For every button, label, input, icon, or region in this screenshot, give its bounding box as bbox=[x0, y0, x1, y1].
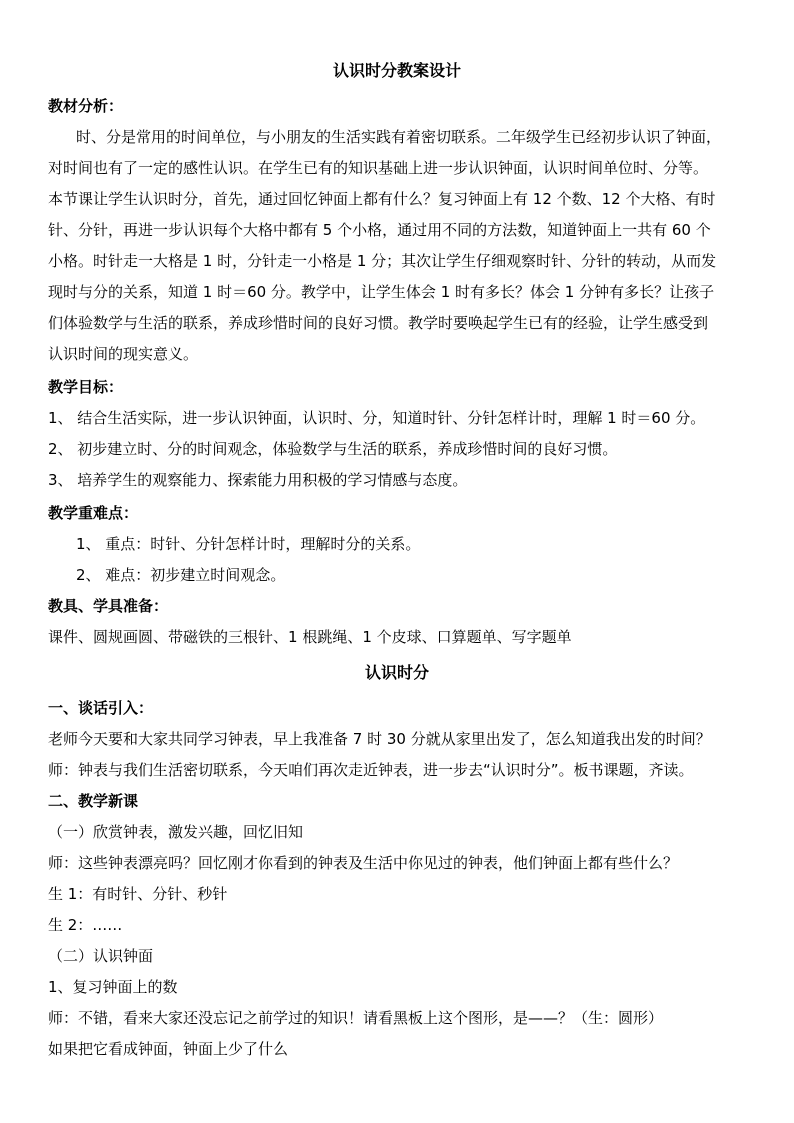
lesson-subtitle: 认识时分 bbox=[364, 663, 429, 682]
paragraph-line: 对时间也有了一定的感性认识。在学生已有的知识基础上进一步认识钟面，认识时间单位时、分等。 bbox=[48, 159, 709, 177]
heading-teaching-goals: 教学目标： bbox=[48, 378, 124, 396]
paragraph-line: （二）认识钟面 bbox=[48, 947, 154, 965]
paragraph-line: 1、复习钟面上的数 bbox=[48, 978, 178, 996]
goal-item: 3、 培养学生的观察能力、探索能力用积极的学习情感与态度。 bbox=[48, 471, 468, 489]
paragraph-line: 小格。时针走一大格是 1 时，分针走一小格是 1 分；其次让学生仔细观察时针、分针的转动，从而发 bbox=[48, 252, 717, 270]
materials-text: 课件、圆规画圆、带磁铁的三根针、1 根跳绳、1 个皮球、口算题单、写字题单 bbox=[48, 628, 572, 646]
heading-textbook-analysis: 教材分析： bbox=[48, 97, 124, 115]
keypoint-item: 1、 重点：时针、分针怎样计时，理解时分的关系。 bbox=[76, 535, 421, 553]
paragraph-line: 时、分是常用的时间单位，与小朋友的生活实践有着密切联系。二年级学生已经初步认识了钟面， bbox=[76, 128, 722, 146]
paragraph-line: 老师今天要和大家共同学习钟表，早上我准备 7 时 30 分就从家里出发了，怎么知道我出发的时间？ bbox=[48, 730, 711, 748]
paragraph-line: 们体验数学与生活的联系，养成珍惜时间的良好习惯。教学时要唤起学生已有的经验，让学生感受到 bbox=[48, 314, 709, 332]
paragraph-line: 生 2：…… bbox=[48, 916, 123, 934]
heading-materials: 教具、学具准备： bbox=[48, 597, 169, 615]
paragraph-line: 生 1：有时针、分针、秒针 bbox=[48, 885, 228, 903]
paragraph-line: 认识时间的现实意义。 bbox=[48, 345, 199, 363]
paragraph-line: 现时与分的关系，知道 1 时＝60 分。教学中，让学生体会 1 时有多长？体会 1 分钟有多长？让孩子 bbox=[48, 283, 715, 301]
document-title: 认识时分教案设计 bbox=[332, 61, 461, 80]
goal-item: 2、 初步建立时、分的时间观念，体验数学与生活的联系，养成珍惜时间的良好习惯。 bbox=[48, 440, 618, 458]
paragraph-line: 针、分针，再进一步认识每个大格中都有 5 个小格，通过用不同的方法数，知道钟面上一共有 60 个 bbox=[48, 221, 711, 239]
paragraph-line: 本节课让学生认识时分，首先，通过回忆钟面上都有什么？复习钟面上有 12 个数、12 个大格、有时 bbox=[48, 190, 716, 208]
heading-key-difficult-points: 教学重难点： bbox=[48, 504, 139, 522]
paragraph-line: （一）欣赏钟表，激发兴趣，回忆旧知 bbox=[48, 823, 304, 841]
heading-part-two: 二、教学新课 bbox=[48, 792, 139, 810]
paragraph-line: 师：钟表与我们生活密切联系，今天咱们再次走近钟表，进一步去“认识时分”。板书课题，齐读。 bbox=[48, 761, 694, 779]
paragraph-line: 如果把它看成钟面，钟面上少了什么 bbox=[48, 1040, 289, 1058]
paragraph-line: 师：不错，看来大家还没忘记之前学过的知识！请看黑板上这个图形，是——？（生：圆形） bbox=[48, 1009, 664, 1027]
heading-part-one: 一、谈话引入： bbox=[48, 699, 154, 717]
keypoint-item: 2、 难点：初步建立时间观念。 bbox=[76, 566, 286, 584]
paragraph-line: 师：这些钟表漂亮吗？回忆刚才你看到的钟表及生活中你见过的钟表，他们钟面上都有些什么？ bbox=[48, 854, 679, 872]
goal-item: 1、 结合生活实际，进一步认识钟面，认识时、分，知道时针、分针怎样计时，理解 1 时＝60 分。 bbox=[48, 409, 706, 427]
